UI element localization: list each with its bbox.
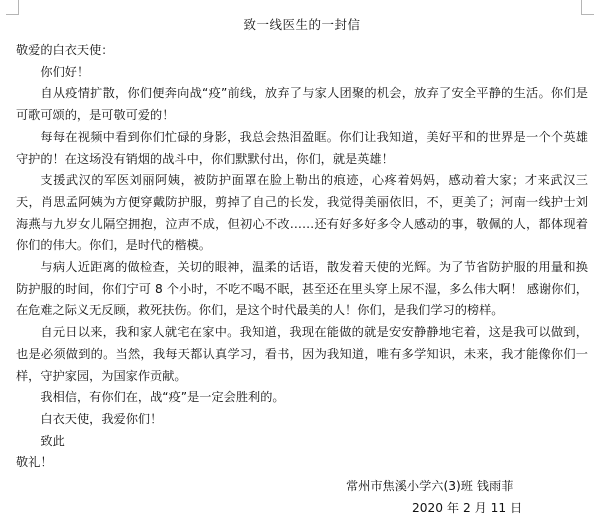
letter-closing-2: 敬礼！ (16, 455, 53, 470)
page-corner-marker-right (581, 0, 594, 15)
page-corner-marker-left (6, 0, 19, 15)
letter-paragraph-1: 自从疫情扩散，你们便奔向战“疫”前线，放弃了与家人团聚的机会，放弃了安全平静的生活。你们是可歌可颂的，是可敬可爱的！ (16, 86, 588, 123)
letter-title: 致一线医生的一封信 (243, 17, 361, 32)
letter-paragraph-2: 每每在视频中看到你们忙碌的身影，我总会热泪盈眶。你们让我知道，美好平和的世界是一个个英雄守护的！在这场没有销烟的战斗中，你们默默付出，你们，就是英雄！ (16, 129, 588, 166)
letter-paragraph-7: 白衣天使，我爱你们！ (40, 411, 163, 426)
letter-paragraph-5: 自元日以来，我和家人就宅在家中。我知道，我现在能做的就是安安静静地宅着，这是我可以做到，也是必须做到的。当然，我每天都认真学习，看书，因为我知道，唯有多学知识，未来，我才能像你们一样，守护家园，为国家作贡献。 (16, 325, 588, 383)
letter-signature: 常州市焦溪小学六(3)班 钱雨菲 (346, 479, 514, 494)
letter-salutation: 敬爱的白衣天使： (16, 43, 114, 57)
letter-paragraph-6: 我相信，有你们在，战“疫”是一定会胜利的。 (40, 390, 285, 405)
letter-closing-1: 致此 (40, 433, 65, 448)
letter-page (16, 14, 588, 519)
letter-paragraph-3: 支援武汉的军医刘丽阿姨，被防护面罩在脸上勒出的痕迹，心疼着妈妈，感动着大家；才来武汉三天，肖思孟阿姨为方便穿戴防护服，剪掉了自己的长发，我觉得美丽依旧，不，更美了；河南一线护士刘海燕与九岁女儿隔空拥抱，泣声不成，但初心不改……还有好多好多令人感动的事，敬佩的人，都体现着你们的伟大。你们，是时代的楷模。 (16, 173, 588, 253)
letter-paragraph-4: 与病人近距离的做检查，关切的眼神，温柔的话语，散发着天使的光辉。为了节省防护服的用量和换防护服的时间，你们宁可 8 个小时，不吃不喝不眠，甚至还在里头穿上尿不湿，多么伟大啊！ 感谢你们，在危难之际义无反顾，救死扶伤。你们，是这个时代最美的人！你们，是我们学习的榜样。 (16, 260, 588, 318)
letter-date: 2020 年 2 月 11 日 (412, 500, 523, 515)
letter-greeting: 你们好！ (40, 64, 90, 79)
